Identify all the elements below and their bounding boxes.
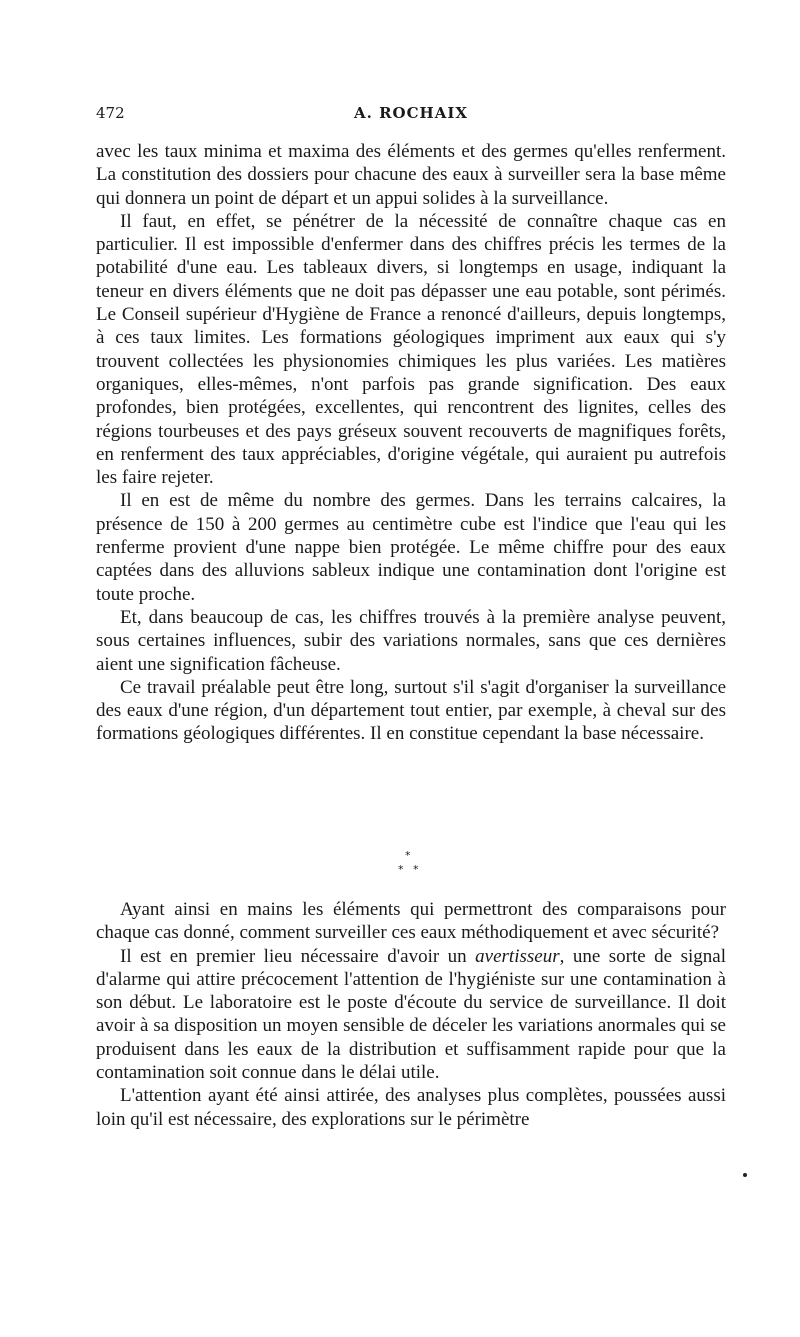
- running-head: [96, 104, 726, 128]
- paragraph-text: Il est en premier lieu nécessaire d'avoir un: [120, 945, 476, 967]
- paragraph: [96, 945, 726, 1085]
- paragraph: L'attention ayant été ainsi attirée, des analyses plus complètes, poussées aussi loin qu'il est nécessaire, des explorations sur le périmètre: [96, 1085, 726, 1130]
- margin-mark: [743, 1173, 747, 1177]
- italic-term: avertisseur: [475, 945, 560, 967]
- paragraph: Ce travail préalable peut être long, surtout s'il s'agit d'organiser la surveillance des eaux d'une région, d'un département tout entier, par exemple, à cheval sur des formations géologiques différentes. Il en constitue cependant la base nécessaire.: [96, 676, 726, 745]
- body-text-section-one: [96, 140, 726, 746]
- asterism-star: *: [405, 849, 411, 862]
- paragraph: Ayant ainsi en mains les éléments qui permettront des comparaisons pour chaque cas donné, comment surveiller ces eaux méthodiquement et avec sécurité?: [96, 899, 726, 944]
- asterism-star: *: [413, 863, 419, 876]
- running-title: A. ROCHAIX: [353, 104, 469, 122]
- paragraph: Il faut, en effet, se pénétrer de la nécessité de connaître chaque cas en particulier. Il est impossible d'enfermer dans des chiffres précis les termes de la potabilité d'une eau. Les tableaux divers, si longtemps en usage, indiquant la teneur en divers éléments que ne doit pas dépasser une eau potable, sont périmés. Le Conseil supérieur d'Hygiène de France a renoncé d'ailleurs, depuis longtemps, à ces taux limites. Les formations géologiques impriment aux eaux qui s'y trouvent collectées les physionomies chimiques les plus variées. Les matières organiques, elles-mêmes, n'ont parfois pas grande signification. Des eaux profondes, bien protégées, excellentes, qui rencontrent des lignites, celles des régions tourbeuses et des pays gréseux souvent recouverts de magnifiques forêts, en renferment des taux appréciables, d'origine végétale, qui auraient pu autrefois les faire rejeter.: [96, 210, 726, 489]
- paragraph: Et, dans beaucoup de cas, les chiffres trouvés à la première analyse peuvent, sous certaines influences, subir des variations normales, sans que ces dernières aient une signification fâcheuse.: [96, 606, 726, 675]
- body-text-section-two: [96, 898, 726, 1131]
- paragraph: Il en est de même du nombre des germes. Dans les terrains calcaires, la présence de 150 à 200 germes au centimètre cube est l'indice que l'eau qui les renferme provient d'une nappe bien protégée. Le même chiffre pour des eaux captées dans des alluvions sableux indique une contamination dont l'origine est toute proche.: [96, 490, 726, 605]
- asterism-star: *: [398, 863, 404, 876]
- paragraph: avec les taux minima et maxima des éléments et des germes qu'elles renferment. La constitution des dossiers pour chacune des eaux à surveiller sera la base même qui donnera un point de départ et un appui solides à la surveillance.: [96, 141, 726, 209]
- asterism-separator: [380, 846, 440, 880]
- page-number: 472: [96, 104, 125, 122]
- paragraph-text: , une sorte de signal d'alarme qui attire précocement l'attention de l'hygiéniste sur une contamination à son début. Le laboratoire est le poste d'écoute du service de surveillance. Il doit avoir à sa disposition un moyen sensible de déceler les variations anormales qui se produisent dans les eaux de la distribution et suffisamment rapide pour que la contamination soit connue dans le délai utile.: [96, 945, 726, 1084]
